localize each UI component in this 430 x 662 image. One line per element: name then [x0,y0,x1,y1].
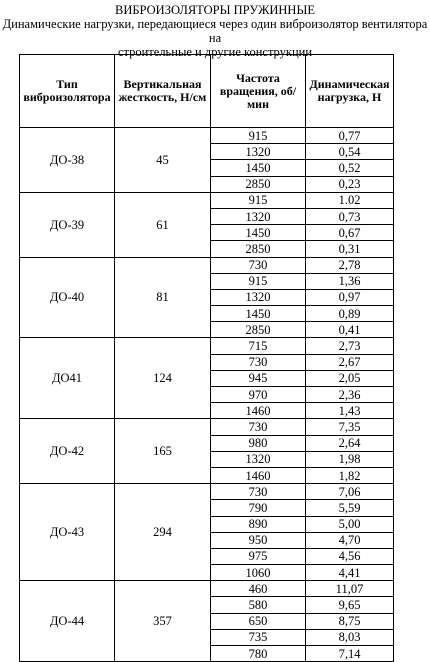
frequency-cell: 1450 [211,225,306,241]
frequency-cell: 730 [211,484,306,500]
frequency-cell: 2850 [211,322,306,338]
isolator-type-cell: ДО-40 [20,257,115,338]
isolator-type-cell: ДО-44 [20,581,115,662]
frequency-cell: 780 [211,646,306,662]
load-cell: 0,23 [306,176,394,192]
frequency-cell: 460 [211,581,306,597]
load-cell: 1,98 [306,451,394,467]
load-cell: 2,73 [306,338,394,354]
load-cell: 2,78 [306,257,394,273]
frequency-cell: 790 [211,500,306,516]
load-cell: 2,05 [306,370,394,386]
frequency-cell: 915 [211,273,306,289]
frequency-cell: 1320 [211,208,306,224]
frequency-cell: 1460 [211,467,306,483]
table-row [20,581,394,597]
frequency-cell: 730 [211,354,306,370]
header-frequency: Частота вращения, об/мин [211,55,306,128]
load-cell: 0,41 [306,322,394,338]
header-stiffness: Вертикальная жесткость, Н/см [115,55,211,128]
load-cell: 4,70 [306,532,394,548]
load-cell: 2,64 [306,435,394,451]
stiffness-cell: 61 [115,192,211,257]
stiffness-cell: 294 [115,484,211,581]
load-cell: 0,67 [306,225,394,241]
document-subtitle [0,17,430,59]
frequency-cell: 735 [211,629,306,645]
frequency-cell: 2850 [211,176,306,192]
load-cell: 2,67 [306,354,394,370]
load-cell: 1,43 [306,403,394,419]
load-cell: 0,52 [306,160,394,176]
load-cell: 0,89 [306,306,394,322]
frequency-cell: 1060 [211,565,306,581]
document-title: ВИБРОИЗОЛЯТОРЫ ПРУЖИННЫЕ [115,3,315,17]
isolator-type-cell: ДО-43 [20,484,115,581]
stiffness-cell: 81 [115,257,211,338]
load-cell: 0,97 [306,289,394,305]
frequency-cell: 730 [211,257,306,273]
table-row [20,419,394,435]
load-cell: 5,00 [306,516,394,532]
load-cell: 0,73 [306,208,394,224]
stiffness-cell: 357 [115,581,211,662]
table-row [20,338,394,354]
frequency-cell: 975 [211,548,306,564]
load-cell: 1,36 [306,273,394,289]
frequency-cell: 730 [211,419,306,435]
load-cell: 7,06 [306,484,394,500]
isolator-type-cell: ДО-38 [20,128,115,193]
table-row [20,257,394,273]
load-cell: 5,59 [306,500,394,516]
frequency-cell: 1320 [211,289,306,305]
stiffness-cell: 45 [115,128,211,193]
frequency-cell: 1460 [211,403,306,419]
table-body [20,128,394,662]
frequency-cell: 945 [211,370,306,386]
stiffness-cell: 124 [115,338,211,419]
subtitle-line-2: строительные и другие конструкции [117,45,313,59]
load-cell: 9,65 [306,597,394,613]
frequency-cell: 1320 [211,451,306,467]
frequency-cell: 1450 [211,160,306,176]
frequency-cell: 915 [211,128,306,144]
frequency-cell: 650 [211,613,306,629]
load-cell: 1,82 [306,467,394,483]
frequency-cell: 970 [211,387,306,403]
header-load: Динамическая нагрузка, Н [306,55,394,128]
load-cell: 8,03 [306,629,394,645]
frequency-cell: 1320 [211,144,306,160]
load-cell: 7,14 [306,646,394,662]
frequency-cell: 915 [211,192,306,208]
frequency-cell: 1450 [211,306,306,322]
load-cell: 7,35 [306,419,394,435]
table-row [20,484,394,500]
isolator-type-cell: ДО-42 [20,419,115,484]
load-cell: 8,75 [306,613,394,629]
load-cell: 2,36 [306,387,394,403]
frequency-cell: 950 [211,532,306,548]
table-row [20,192,394,208]
frequency-cell: 980 [211,435,306,451]
frequency-cell: 2850 [211,241,306,257]
load-cell: 0,77 [306,128,394,144]
load-cell: 0,54 [306,144,394,160]
load-cell: 0,31 [306,241,394,257]
load-cell: 4,41 [306,565,394,581]
subtitle-line-1: Динамические нагрузки, передающиеся через один виброизолятор вентилятора на [2,17,428,45]
load-cell: 1.02 [306,192,394,208]
vibration-isolator-table [19,54,394,662]
isolator-type-cell: ДО41 [20,338,115,419]
table-header-row [20,55,394,128]
frequency-cell: 580 [211,597,306,613]
stiffness-cell: 165 [115,419,211,484]
isolator-type-cell: ДО-39 [20,192,115,257]
header-type: Тип виброизолятора [20,55,115,128]
load-cell: 4,56 [306,548,394,564]
frequency-cell: 890 [211,516,306,532]
table-row [20,128,394,144]
load-cell: 11,07 [306,581,394,597]
frequency-cell: 715 [211,338,306,354]
